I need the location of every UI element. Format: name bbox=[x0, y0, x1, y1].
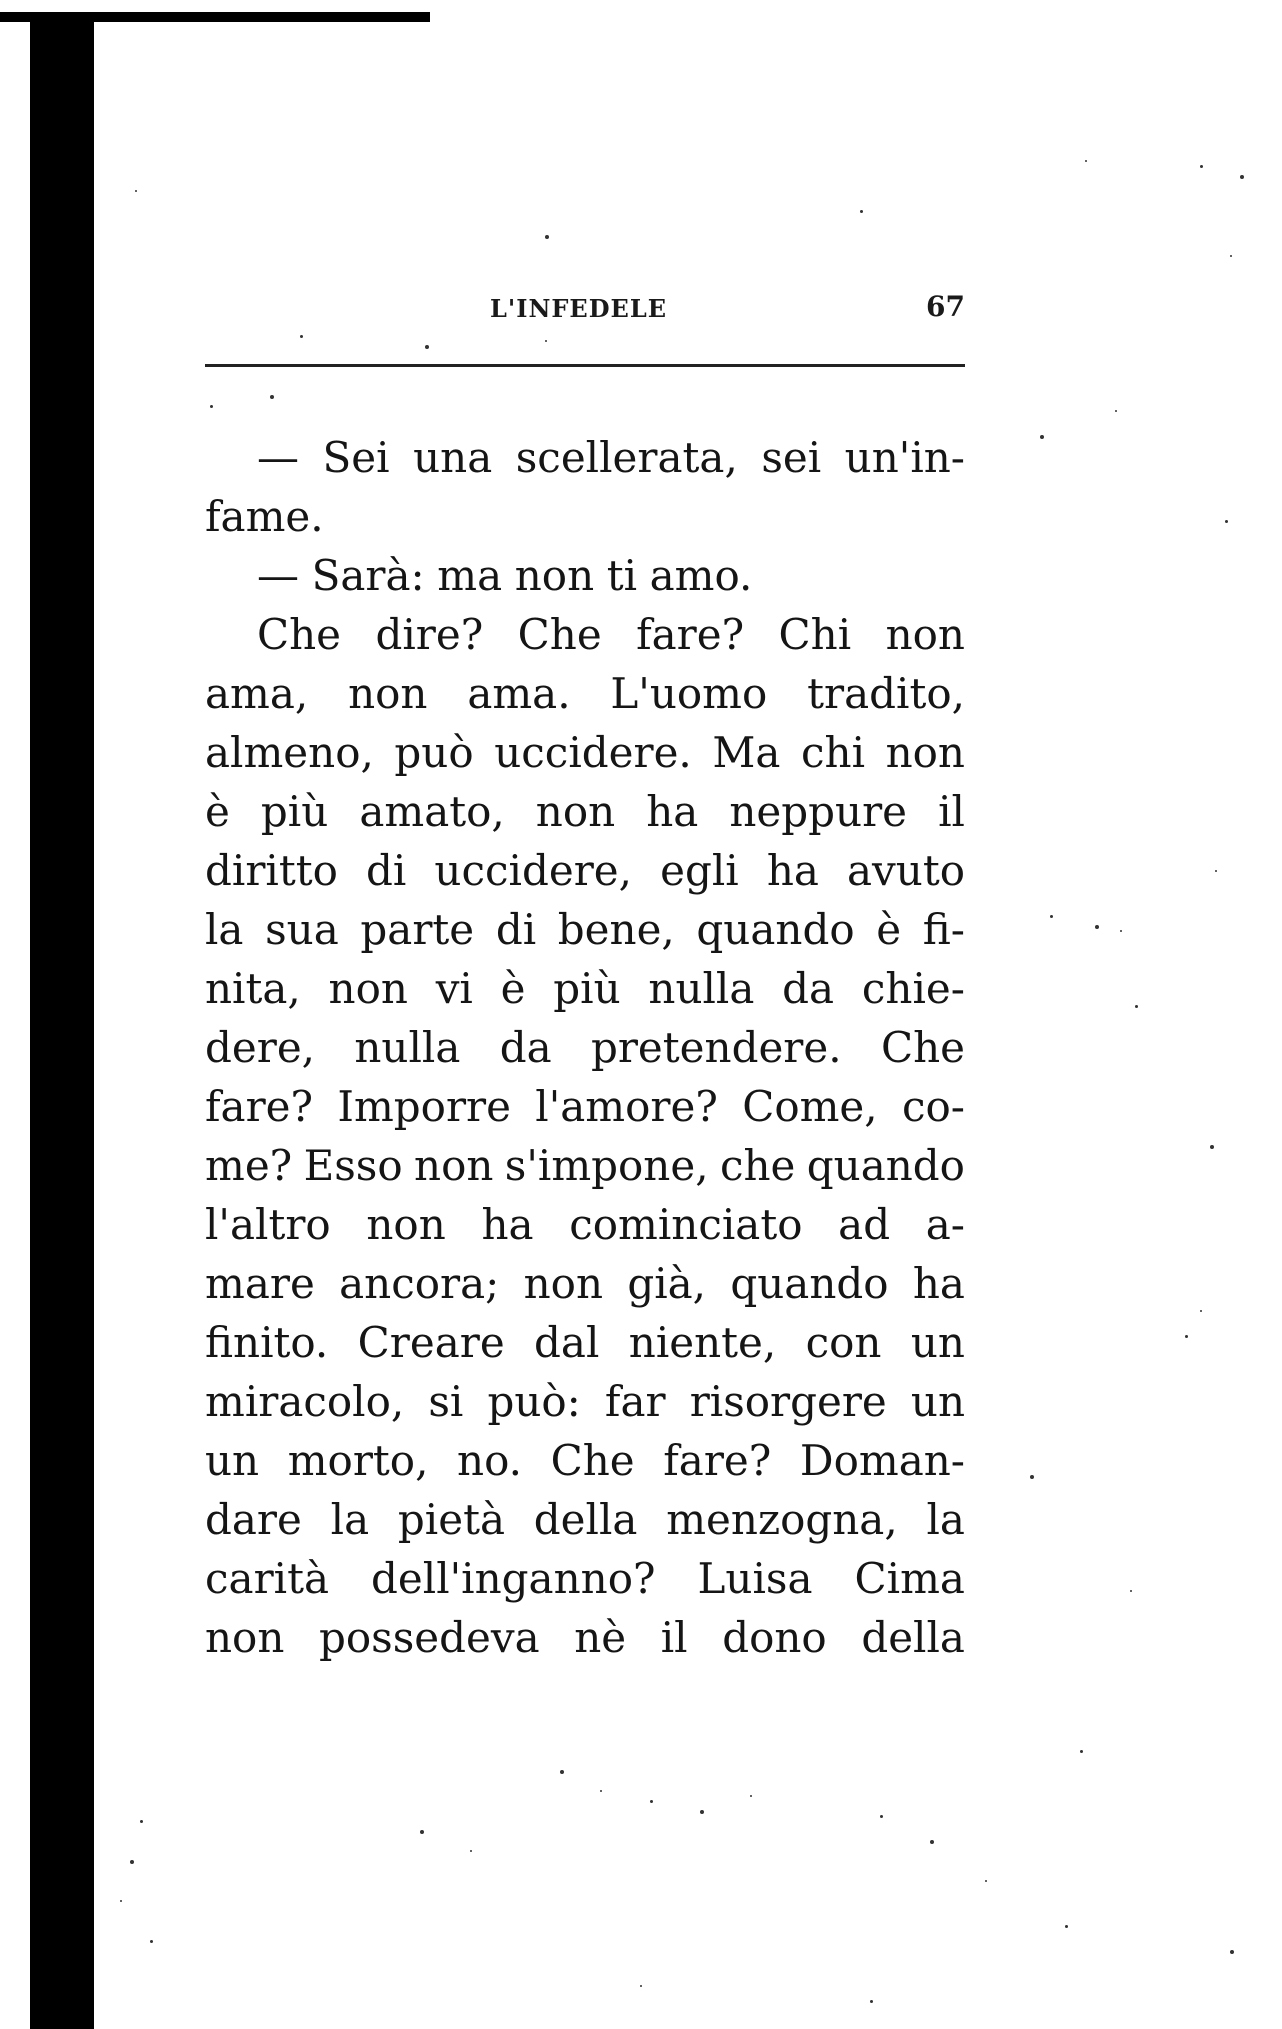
word: menzogna, bbox=[666, 1495, 898, 1544]
scan-speckle bbox=[425, 345, 429, 349]
text-line bbox=[205, 900, 965, 959]
word: Che bbox=[880, 1023, 965, 1072]
word: niente, bbox=[628, 1318, 777, 1367]
word: Che bbox=[550, 1436, 635, 1485]
word: pretendere. bbox=[590, 1023, 842, 1072]
word: di bbox=[495, 905, 537, 954]
word: bene, bbox=[557, 905, 675, 954]
word: non bbox=[348, 669, 428, 718]
word: Doman- bbox=[799, 1436, 965, 1485]
word: Chi bbox=[778, 610, 852, 659]
text-line bbox=[205, 841, 965, 900]
word: carità bbox=[205, 1554, 329, 1603]
word: nita, bbox=[205, 964, 301, 1013]
scan-speckle bbox=[120, 1900, 122, 1902]
text-line bbox=[205, 546, 965, 605]
word: non bbox=[514, 551, 595, 600]
scan-speckle bbox=[985, 1880, 987, 1882]
text-line bbox=[205, 1313, 965, 1372]
scan-speckle bbox=[1050, 915, 1053, 918]
word: è bbox=[500, 964, 526, 1013]
scan-speckle bbox=[700, 1810, 704, 1814]
word: Sei bbox=[322, 433, 390, 482]
text-line bbox=[205, 1077, 965, 1136]
word: quando bbox=[806, 1141, 965, 1190]
word: — bbox=[257, 433, 299, 482]
word: fare? bbox=[663, 1436, 772, 1485]
text-line bbox=[205, 487, 965, 546]
word: il bbox=[660, 1613, 688, 1662]
scan-speckle bbox=[1200, 165, 1203, 168]
word: non bbox=[535, 787, 616, 836]
word: a- bbox=[925, 1200, 965, 1249]
scan-speckle bbox=[640, 1985, 642, 1987]
word: chi bbox=[801, 728, 866, 777]
word: la bbox=[926, 1495, 965, 1544]
word: miracolo, bbox=[205, 1377, 405, 1426]
scan-speckle bbox=[1200, 1310, 1202, 1312]
text-line bbox=[205, 782, 965, 841]
scan-speckle bbox=[140, 1820, 143, 1823]
word: la bbox=[205, 905, 244, 954]
text-line bbox=[205, 959, 965, 1018]
word: un'in- bbox=[844, 433, 965, 482]
word: il bbox=[938, 787, 965, 836]
scan-speckle bbox=[545, 235, 549, 239]
word: da bbox=[499, 1023, 552, 1072]
scan-speckle bbox=[1210, 1145, 1214, 1149]
scan-speckle bbox=[545, 340, 547, 342]
word: un bbox=[205, 1436, 260, 1485]
word: diritto bbox=[205, 846, 338, 895]
word: ha bbox=[646, 787, 699, 836]
scan-speckle bbox=[750, 1795, 752, 1797]
word: dire? bbox=[375, 610, 484, 659]
word: tradito, bbox=[807, 669, 965, 718]
word: parte bbox=[360, 905, 475, 954]
scan-speckle bbox=[1230, 1950, 1234, 1954]
word: è bbox=[205, 787, 230, 836]
text-line bbox=[205, 1254, 965, 1313]
page-number: 67 bbox=[926, 290, 965, 323]
word: non bbox=[523, 1259, 603, 1308]
word: della bbox=[533, 1495, 638, 1544]
word: un bbox=[910, 1318, 965, 1367]
word: non bbox=[414, 1141, 494, 1190]
word: me? bbox=[205, 1141, 293, 1190]
text-line bbox=[205, 1431, 965, 1490]
word: nulla bbox=[354, 1023, 461, 1072]
word: egli bbox=[660, 846, 739, 895]
word: una bbox=[413, 433, 493, 482]
word: mare bbox=[205, 1259, 315, 1308]
word: Come, bbox=[742, 1082, 878, 1131]
word: uccidere, bbox=[434, 846, 632, 895]
word: si bbox=[428, 1377, 464, 1426]
word: da bbox=[782, 964, 835, 1013]
word: sei bbox=[761, 433, 822, 482]
text-line bbox=[205, 1608, 965, 1667]
scan-speckle bbox=[1065, 1925, 1068, 1928]
running-title: L'INFEDELE bbox=[490, 294, 667, 323]
scan-speckle bbox=[210, 405, 213, 408]
word: non bbox=[885, 610, 965, 659]
word: la bbox=[330, 1495, 370, 1544]
scan-speckle bbox=[150, 1940, 153, 1943]
word: neppure bbox=[729, 787, 908, 836]
scan-speckle bbox=[270, 395, 274, 399]
word: l'altro bbox=[205, 1200, 331, 1249]
word: s'impone, bbox=[504, 1141, 709, 1190]
word: dere, bbox=[205, 1023, 316, 1072]
word: non bbox=[885, 728, 965, 777]
word: con bbox=[805, 1318, 882, 1367]
word: vi bbox=[435, 964, 473, 1013]
word: della bbox=[861, 1613, 965, 1662]
text-line bbox=[205, 723, 965, 782]
scan-speckle bbox=[880, 1815, 883, 1818]
text-line bbox=[205, 664, 965, 723]
scan-speckle bbox=[1120, 930, 1122, 932]
word: — bbox=[257, 551, 299, 600]
word: Esso bbox=[303, 1141, 403, 1190]
word: L'uomo bbox=[610, 669, 768, 718]
word: morto, bbox=[287, 1436, 429, 1485]
scan-speckle bbox=[1030, 1475, 1034, 1479]
word: possedeva bbox=[318, 1613, 540, 1662]
scan-speckle bbox=[650, 1800, 653, 1803]
scan-speckle bbox=[1095, 925, 1099, 929]
word: risorgere bbox=[689, 1377, 887, 1426]
word: non bbox=[328, 964, 408, 1013]
text-line bbox=[205, 428, 965, 487]
word: quando bbox=[696, 905, 855, 954]
page-header bbox=[205, 290, 965, 330]
scan-speckle bbox=[130, 1860, 134, 1864]
scan-speckle bbox=[1240, 175, 1244, 179]
scan-speckle bbox=[135, 190, 137, 192]
word: dono bbox=[722, 1613, 827, 1662]
scan-speckle bbox=[930, 1840, 934, 1844]
scan-speckle bbox=[1135, 1005, 1138, 1008]
scan-speckle bbox=[1040, 435, 1044, 439]
scan-speckle bbox=[1130, 1590, 1132, 1592]
word: pietà bbox=[397, 1495, 505, 1544]
word: chie- bbox=[861, 964, 965, 1013]
word: un bbox=[910, 1377, 965, 1426]
header-rule bbox=[205, 364, 965, 367]
word: ma bbox=[437, 551, 503, 600]
word: Cima bbox=[854, 1554, 965, 1603]
word: è bbox=[876, 905, 902, 954]
word: fare? bbox=[205, 1082, 314, 1131]
scan-speckle bbox=[860, 210, 863, 213]
word: dell'inganno? bbox=[371, 1554, 656, 1603]
word: fame. bbox=[205, 492, 324, 541]
word: di bbox=[365, 846, 407, 895]
word: ha bbox=[481, 1200, 534, 1249]
binding-edge bbox=[30, 30, 94, 2029]
scan-speckle bbox=[300, 335, 303, 338]
word: fare? bbox=[636, 610, 745, 659]
text-line bbox=[205, 1136, 965, 1195]
word: non bbox=[205, 1613, 285, 1662]
word: ti bbox=[606, 551, 638, 600]
scan-speckle bbox=[1225, 520, 1228, 523]
word: cominciato bbox=[569, 1200, 803, 1249]
word: far bbox=[604, 1377, 666, 1426]
word: l'amore? bbox=[535, 1082, 718, 1131]
word: Sarà: bbox=[311, 551, 425, 600]
scan-speckle bbox=[600, 1790, 602, 1792]
word: co- bbox=[901, 1082, 965, 1131]
word: quando bbox=[730, 1259, 889, 1308]
word: Creare bbox=[357, 1318, 505, 1367]
word: ad bbox=[838, 1200, 891, 1249]
word: può bbox=[394, 728, 474, 777]
text-line bbox=[205, 1490, 965, 1549]
word: ama, bbox=[205, 669, 309, 718]
text-line bbox=[205, 1018, 965, 1077]
word: nè bbox=[574, 1613, 627, 1662]
word: non bbox=[366, 1200, 446, 1249]
word: no. bbox=[457, 1436, 522, 1485]
word: nulla bbox=[648, 964, 755, 1013]
word: finito. bbox=[205, 1318, 329, 1367]
word: avuto bbox=[847, 846, 965, 895]
scan-speckle bbox=[1080, 1750, 1083, 1753]
text-line bbox=[205, 1549, 965, 1608]
word: fi- bbox=[922, 905, 965, 954]
scan-speckle bbox=[1185, 1335, 1188, 1338]
word: Imporre bbox=[337, 1082, 511, 1131]
word: dal bbox=[534, 1318, 600, 1367]
word: più bbox=[260, 787, 329, 836]
word: che bbox=[719, 1141, 796, 1190]
word: scellerata, bbox=[515, 433, 738, 482]
word: più bbox=[553, 964, 621, 1013]
word: uccidere. bbox=[494, 728, 692, 777]
word: sua bbox=[265, 905, 339, 954]
word: Ma bbox=[712, 728, 781, 777]
word: Che bbox=[517, 610, 602, 659]
word: Luisa bbox=[697, 1554, 813, 1603]
scan-speckle bbox=[870, 2000, 873, 2003]
text-line bbox=[205, 1372, 965, 1431]
word: ha bbox=[766, 846, 819, 895]
word: ama. bbox=[467, 669, 571, 718]
text-line bbox=[205, 605, 965, 664]
word: può: bbox=[487, 1377, 581, 1426]
word: Che bbox=[257, 610, 342, 659]
scan-speckle bbox=[1115, 410, 1117, 412]
word: amo. bbox=[649, 551, 753, 600]
scan-speckle bbox=[470, 1850, 472, 1852]
scan-speckle bbox=[560, 1770, 564, 1774]
scan-speckle bbox=[1215, 870, 1217, 872]
text-line bbox=[205, 1195, 965, 1254]
word: dare bbox=[205, 1495, 302, 1544]
word: ancora; bbox=[339, 1259, 500, 1308]
word: almeno, bbox=[205, 728, 374, 777]
word: amato, bbox=[359, 787, 505, 836]
scan-speckle bbox=[420, 1830, 424, 1834]
scan-speckle bbox=[1085, 160, 1087, 162]
scan-speckle bbox=[1230, 255, 1232, 257]
word: ha bbox=[912, 1259, 965, 1308]
body-text bbox=[205, 428, 965, 1667]
word: già, bbox=[627, 1259, 707, 1308]
